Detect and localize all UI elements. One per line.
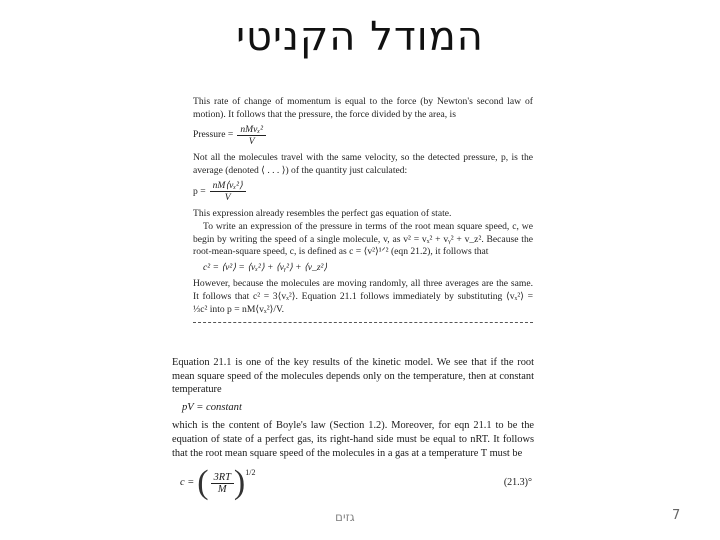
equation-average-pressure <box>193 180 533 203</box>
equation-lhs: Pressure = <box>193 129 234 141</box>
equation-c-squared: c² = ⟨v²⟩ = ⟨vₓ²⟩ + ⟨vᵧ²⟩ + ⟨v_z²⟩ <box>203 261 328 273</box>
paragraph-random: However, because the molecules are moving randomly, all three averages are the same. It follows that c² = 3⟨vₓ²⟩. Equation 21.1 follows immediately by substituting ⟨vₓ²⟩ = ⅓c² into p = nM⟨vₓ²⟩/V. <box>193 278 533 315</box>
paragraph-boyles-law: which is the content of Boyle's law (Section 1.2). Moreover, for eqn 21.1 to be the equation of state of a perfect gas, its right-hand side must be equal to nRT. It follows that the root mean square speed of the molecules in a gas at a temperature T must be <box>172 420 534 459</box>
paragraph-average: Not all the molecules travel with the same velocity, so the detected pressure, p, is the average (denoted ⟨ . . . ⟩) of the quantity just calculated: <box>193 152 533 176</box>
fraction-numerator: nM⟨vₓ²⟩ <box>210 180 246 192</box>
footer-topic: גזים <box>335 510 355 524</box>
paragraph-rms-speed: To write an expression of the pressure in terms of the root mean square speed, c, we begin by writing the speed of a single molecule, v, as v² = vₓ² + vᵧ² + v_z². Because the root-mean-square speed, c, is defined as c = ⟨v²⟩¹ᐟ² (eqn 21.2), it follows that <box>193 220 533 258</box>
paragraph-key-result: Equation 21.1 is one of the key results of the kinetic model. We see that if the root mean square speed of the molecules depends only on the temperature, then at constant temperature <box>172 357 534 396</box>
dashed-separator <box>193 322 533 323</box>
paragraph-resembles: This expression already resembles the perfect gas equation of state. <box>193 208 452 220</box>
equation-rms-speed <box>172 466 534 500</box>
equation-boyle: pV = constant <box>182 401 242 413</box>
fraction <box>237 124 266 147</box>
textbook-excerpt-bottom <box>172 356 534 500</box>
textbook-excerpt-top <box>193 96 533 331</box>
slide-number: 7 <box>672 508 681 523</box>
fraction <box>210 180 246 203</box>
fraction-denominator: M <box>217 483 227 495</box>
fraction-numerator: nMvₓ² <box>237 124 266 136</box>
equation-lhs: p = <box>193 185 206 197</box>
equation-lhs: c = <box>180 477 195 489</box>
slide-title: המודל הקניטי <box>236 14 484 60</box>
fraction-numerator: 3RT <box>211 472 234 484</box>
right-paren: ) <box>233 464 246 502</box>
paragraph-momentum: This rate of change of momentum is equal to the force (by Newton's second law of motion). It follows that the pressure, the force divided by the area, is <box>193 96 533 120</box>
exponent: 1/2 <box>245 468 256 478</box>
fraction-denominator: V <box>224 192 231 204</box>
fraction <box>211 472 234 495</box>
equation-pressure <box>193 124 533 147</box>
left-paren: ( <box>197 464 209 502</box>
fraction-denominator: V <box>248 136 255 148</box>
equation-expression <box>180 466 255 500</box>
equation-number: (21.3)° <box>503 477 532 489</box>
